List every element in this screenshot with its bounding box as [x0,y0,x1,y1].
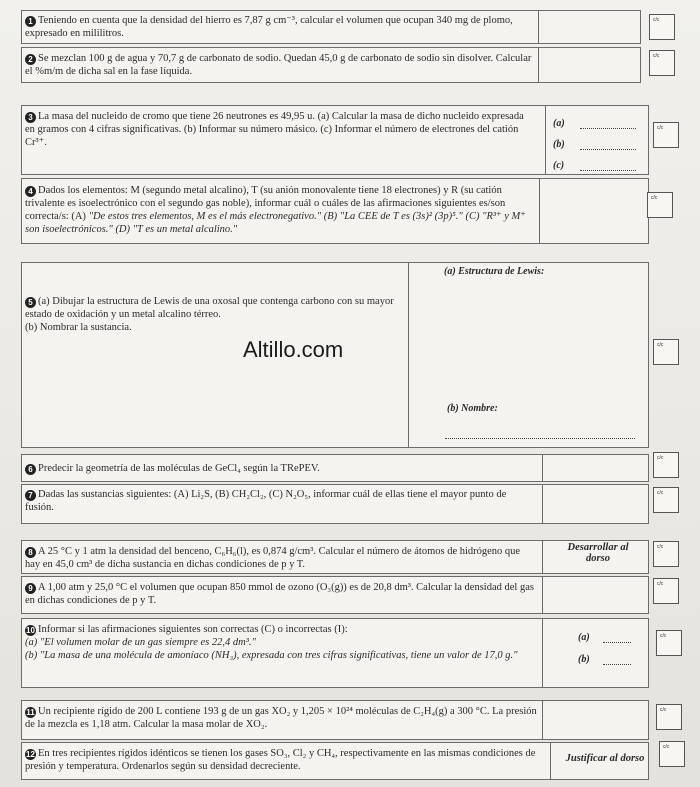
question-1-text: 1 Teniendo en cuenta que la densidad del hierro es 7,87 g cm⁻³, calcular el volumen que ocupan 340 mg de plomo, expresado en mililitros. [25,15,513,39]
question-5-text: 5 (a) Dibujar la estructura de Lewis de una oxosal que contenga carbono con su mayor estado de oxidación y un metal alcalino térreo. (b) Nombrar la sustancia. [25,296,394,333]
answer-area [542,577,543,613]
grade-box: c/c [649,50,675,76]
answer-label-b: (b) [578,654,590,665]
grade-box: c/c [653,122,679,148]
lewis-label: (a) Estructura de Lewis: [444,266,545,277]
watermark: Altillo.com [243,337,344,362]
question-number: 6 [25,464,36,475]
answer-area [539,179,540,243]
name-label: (b) Nombre: [447,403,498,414]
answer-line-a[interactable] [580,128,636,129]
question-number: 1 [25,16,36,27]
question-3-text: 3 La masa del nucleido de cromo que tiene 26 neutrones es 49,95 u. (a) Calcular la masa de dicho nucleido expresada en gramos con 4 cifras significativas. (b) Informar su número másico. (c) Informar el número de electrones del catión Cr³⁺. [25,111,524,148]
question-number: 10 [26,626,35,635]
answer-area [542,701,543,739]
question-12-text: 12 En tres recipientes rígidos idénticos se tienen los gases SO₃, Cl₂ y CH₄, respectivamente en las mismas condiciones de presión y temperatura. Ordenarlos según su densidad decreciente. [25,748,536,772]
answer-area [538,11,539,43]
question-number: 5 [25,297,36,308]
answer-area [550,743,551,779]
name-line[interactable] [445,438,635,439]
lewis-area[interactable] [408,263,409,447]
answer-area [542,619,543,687]
answer-line-b[interactable] [580,149,636,150]
grade-box: c/c [653,541,679,567]
answer-line-b[interactable] [603,664,631,665]
question-number: 2 [25,54,36,65]
answer-label-a: (a) [553,118,565,129]
question-number: 3 [25,112,36,123]
answer-area [542,455,543,481]
question-9-text: 9 A 1,00 atm y 25,0 °C el volumen que ocupan 850 mmol de ozono (O₃(g)) es de 20,8 dm³. Calcular la densidad del gas en dichas condiciones de p y T. [25,582,534,606]
grade-box: c/c [653,578,679,604]
grade-box: c/c [659,741,685,767]
question-number: 4 [25,186,36,197]
question-2-text: 2 Se mezclan 100 g de agua y 70,7 g de carbonato de sodio. Quedan 45,0 g de carbonato de sodio sin disolver. Calcular el %m/m de dicha sal en la fase líquida. [25,53,532,77]
develop-note: Desarrollar al dorso [567,542,629,564]
grade-box: c/c [653,487,679,513]
justify-note: Justificar al dorso [565,753,645,764]
answer-area [538,48,539,82]
question-number: 11 [26,708,35,717]
question-11-text: 11 Un recipiente rígido de 200 L contiene 193 g de un gas XO₂ y 1,205 × 10²⁴ moléculas de C₂H₄(g) a 300 °C. La presión de la mezcla es 1,18 atm. Calcular la masa molar de XO₂. [25,706,537,730]
grade-box: c/c [656,704,682,730]
answer-label-b: (b) [553,139,565,150]
grade-box: c/c [653,452,679,478]
answer-label-a: (a) [578,632,590,643]
question-4-text: 4 Dados los elementos: M (segundo metal alcalino), T (su anión monovalente tiene 18 electrones) y R (su catión trivalente es isoelectrónico con el segundo gas noble), informar cuál o cuáles de las afirmaciones siguientes es/son correcta/s: (A) "De estos tres elementos, M es el más electronegativo." (B) "La CEE de T es (3s)² (3p)⁵." (C) "R³⁺ y M⁺ son isoelectrónicos." (D) "T es un metal alcalino." [25,185,526,235]
question-10-text: 10 Informar si las afirmaciones siguientes son correctas (C) o incorrectas (I): (a) "El volumen molar de un gas siempre es 22,4 dm³." (b) "La masa de una molécula de amoníaco (NH₃), expresada con tres cifras significativas, tiene un valor de 17,0 g." [25,624,518,661]
answer-area [542,541,543,573]
grade-box: c/c [647,192,673,218]
question-7-text: 7 Dadas las sustancias siguientes: (A) Li₂S, (B) CH₂Cl₂, (C) N₂O₅, informar cuál de ellas tiene el mayor punto de fusión. [25,489,507,513]
answer-area [542,485,543,523]
answer-area [545,106,546,174]
question-number: 7 [25,490,36,501]
question-8-text: 8 A 25 °C y 1 atm la densidad del benceno, C₆H₆(l), es 0,874 g/cm³. Calcular el número de átomos de hidrógeno que hay en 45,0 cm³ de dicha sustancia en dichas condiciones de p y T. [25,546,521,570]
answer-label-c: (c) [553,160,565,171]
answer-line-c[interactable] [580,170,636,171]
grade-box: c/c [653,339,679,365]
question-number: 12 [26,750,35,759]
question-number: 8 [25,547,36,558]
answer-line-a[interactable] [603,642,631,643]
grade-box: c/c [649,14,675,40]
question-number: 9 [25,583,36,594]
grade-box: c/c [656,630,682,656]
question-6-text: 6 Predecir la geometría de las moléculas de GeCl₄ según la TRePEV. [25,462,530,475]
